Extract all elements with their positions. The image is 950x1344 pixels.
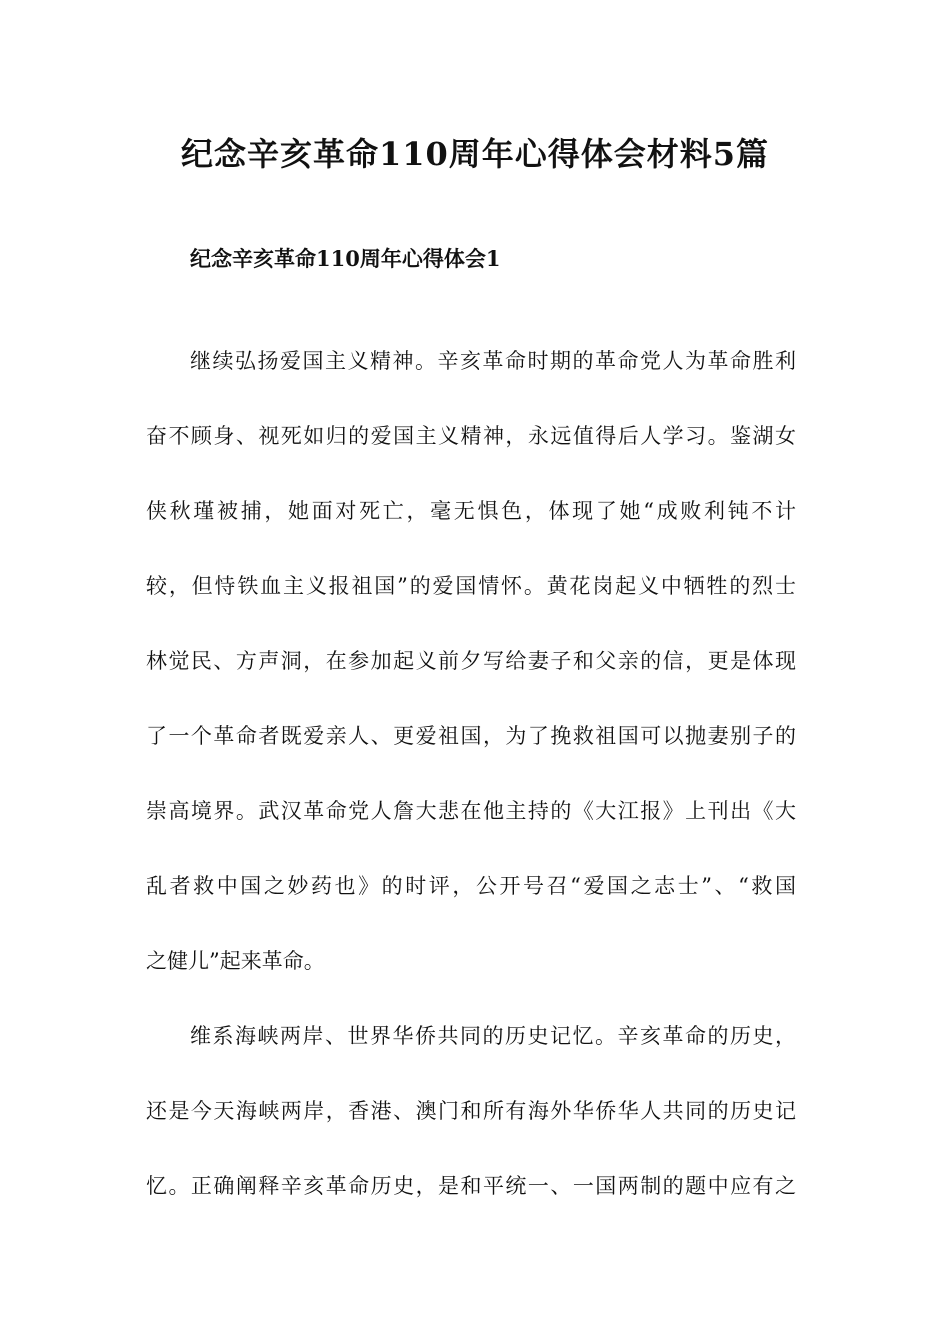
paragraph-1-line-6: 了一个革命者既爱亲人、更爱祖国，为了挽救祖国可以抛妻别子的 bbox=[146, 724, 796, 748]
paragraph-2-line-2: 还是今天海峡两岸，香港、澳门和所有海外华侨华人共同的历史记 bbox=[146, 1099, 796, 1123]
paragraph-1-line-2: 奋不顾身、视死如归的爱国主义精神，永远值得后人学习。鉴湖女 bbox=[146, 424, 796, 448]
paragraph-2-line-1: 维系海峡两岸、世界华侨共同的历史记忆。辛亥革命的历史， bbox=[190, 1024, 796, 1048]
paragraph-1-line-8: 乱者救中国之妙药也》的时评，公开号召“爱国之志士”、“救国 bbox=[146, 874, 796, 898]
paragraph-1-line-3: 侠秋瑾被捕，她面对死亡，毫无惧色，体现了她“成败利钝不计 bbox=[146, 499, 796, 523]
paragraph-1-line-4: 较，但恃铁血主义报祖国”的爱国情怀。黄花岗起义中牺牲的烈士 bbox=[146, 574, 796, 598]
paragraph-1-line-7: 崇高境界。武汉革命党人詹大悲在他主持的《大江报》上刊出《大 bbox=[146, 799, 796, 823]
section-heading: 纪念辛亥革命110周年心得体会1 bbox=[190, 246, 501, 271]
paragraph-1-line-9: 之健儿”起来革命。 bbox=[146, 949, 325, 973]
paragraph-1-line-1: 继续弘扬爱国主义精神。辛亥革命时期的革命党人为革命胜利 bbox=[190, 349, 796, 373]
paragraph-1-line-5: 林觉民、方声洞，在参加起义前夕写给妻子和父亲的信，更是体现 bbox=[146, 649, 796, 673]
document-title: 纪念辛亥革命110周年心得体会材料5篇 bbox=[180, 135, 770, 173]
paragraph-2-line-3: 忆。正确阐释辛亥革命历史，是和平统一、一国两制的题中应有之 bbox=[146, 1174, 796, 1198]
